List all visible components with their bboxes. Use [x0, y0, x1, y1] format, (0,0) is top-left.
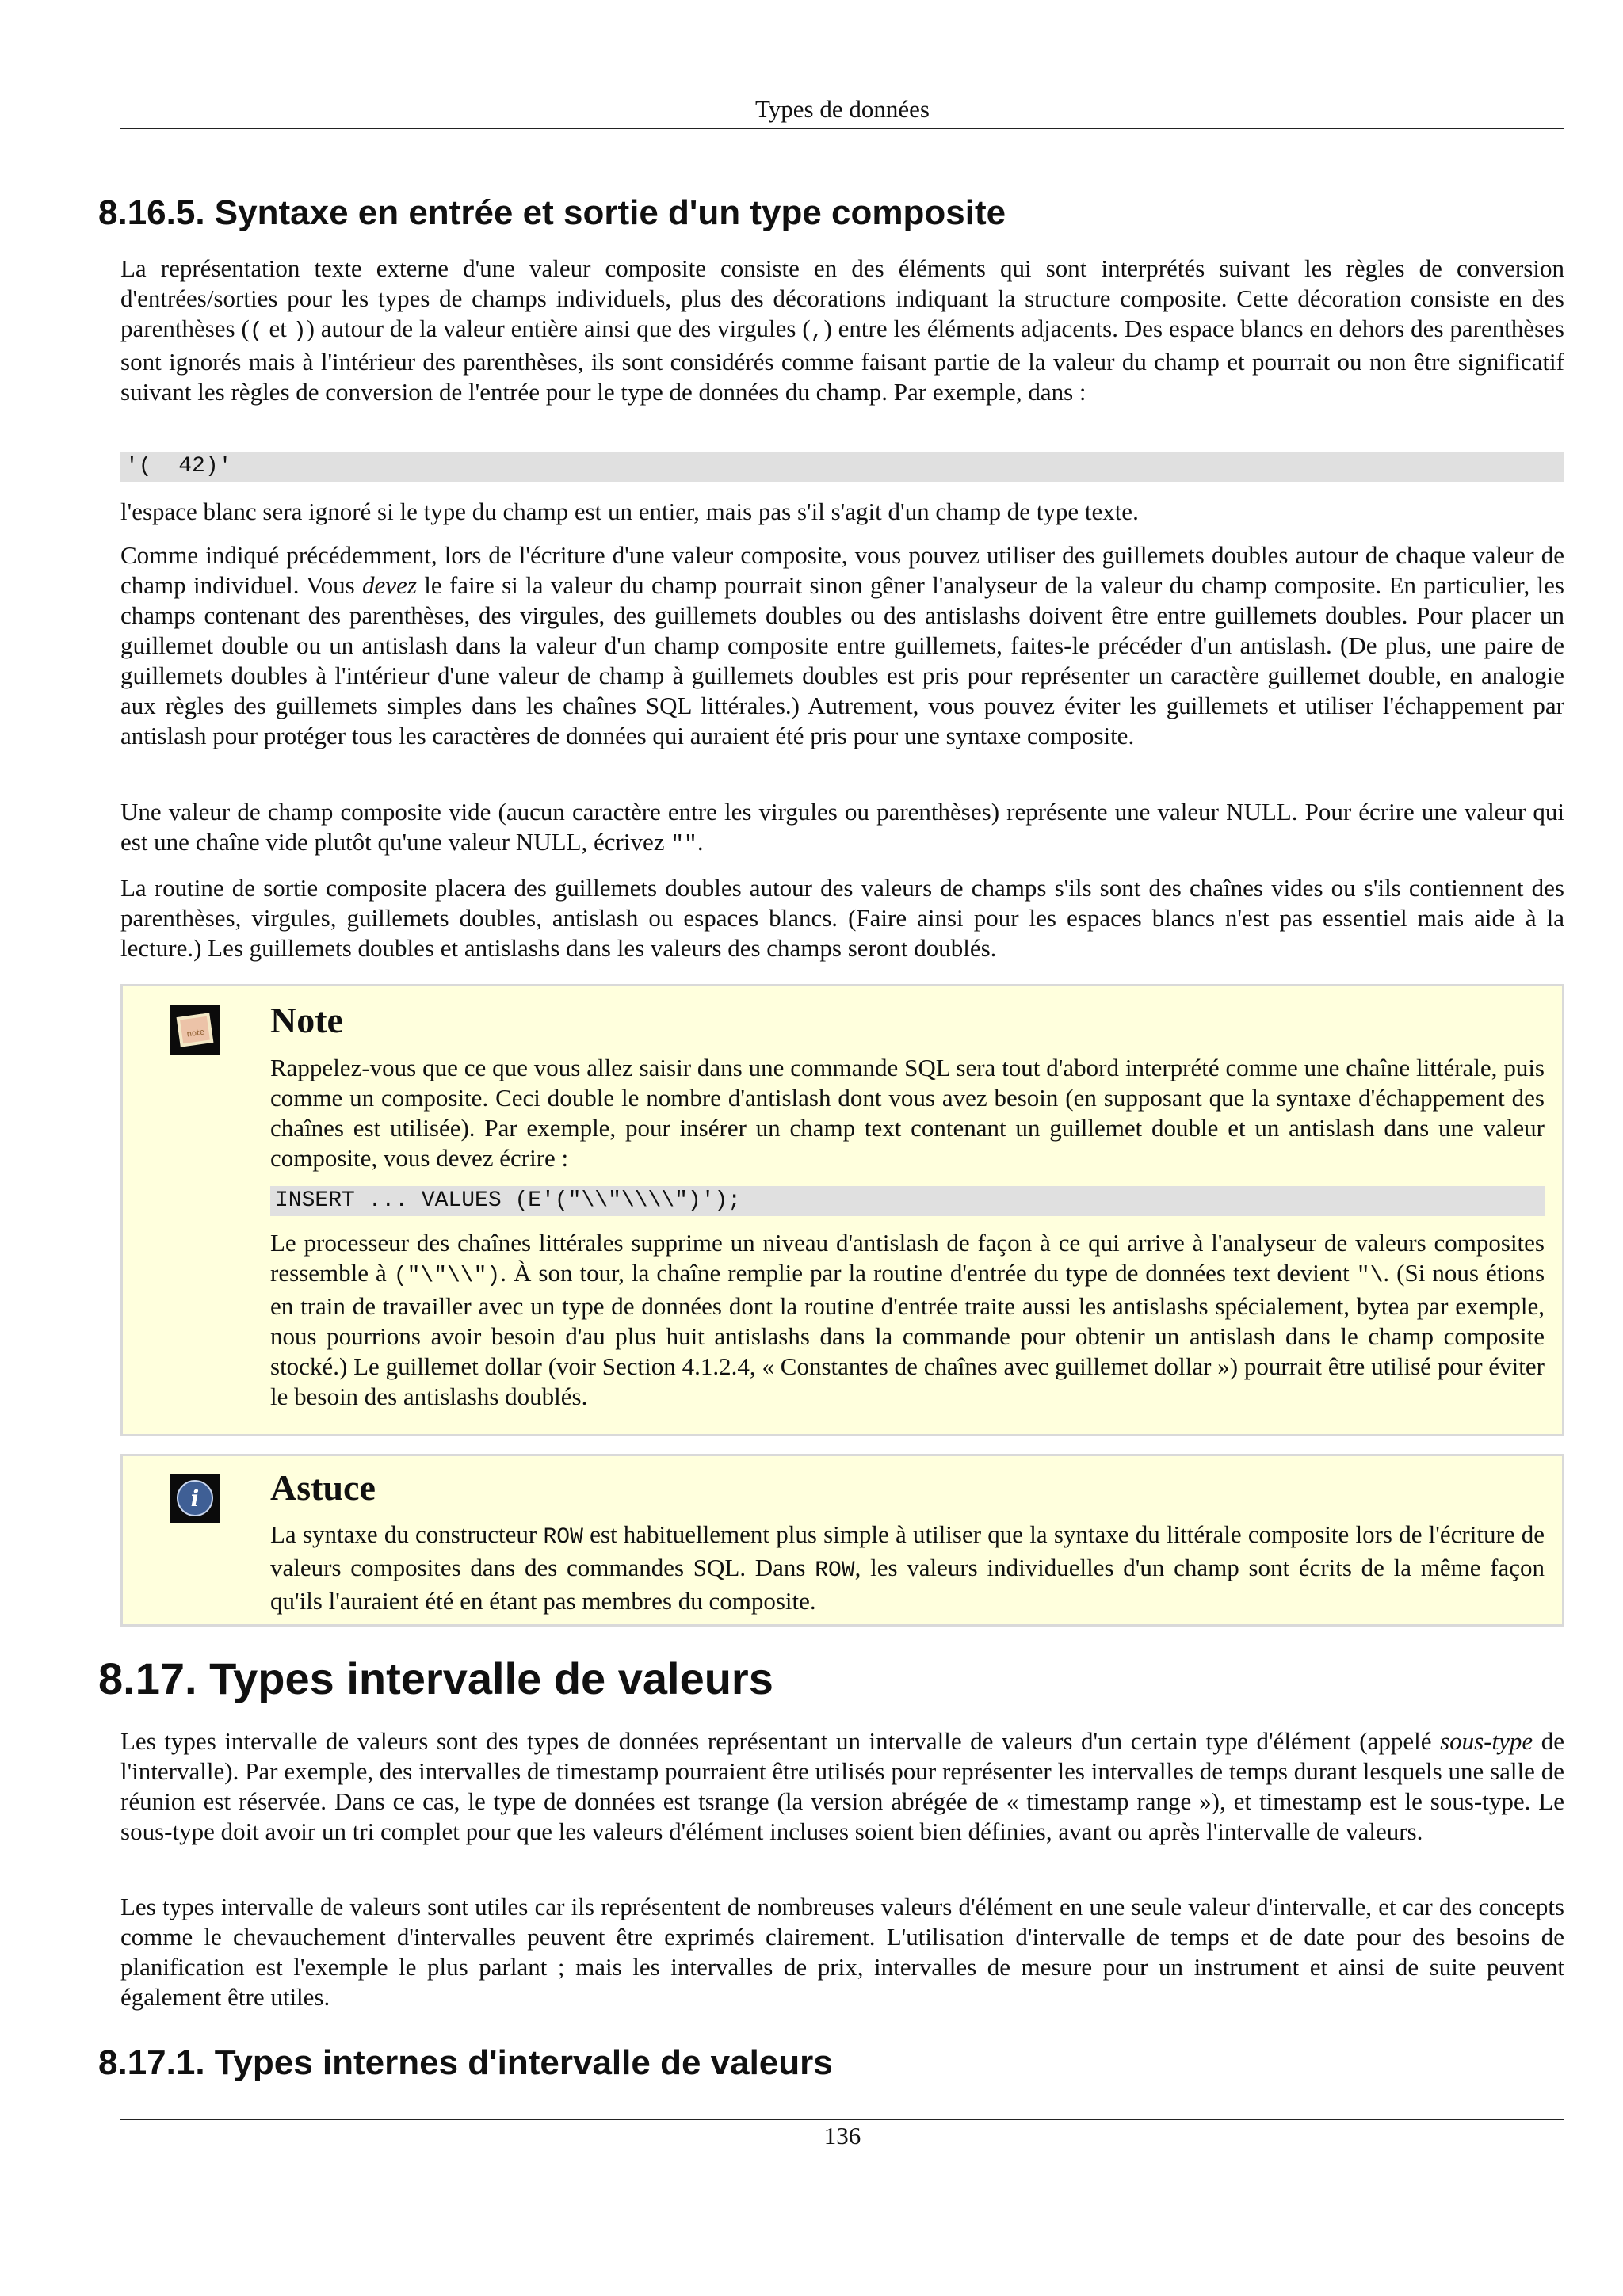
- text: et: [262, 315, 293, 342]
- paragraph-composite-representation: [120, 254, 1564, 407]
- text: . À son tour, la chaîne remplie par la routine d'entrée du type de données text devient: [500, 1259, 1357, 1287]
- paragraph-empty-value: [120, 797, 1564, 860]
- text: le faire si la valeur du champ pourrait sinon gêner l'analyseur de la valeur du champ composite. En particulier, les champs contenant des parenthèses, des virgules, des guillemets doubles ou des antislashs doivent être entre guillemets doubles. Pour placer un guillemet double ou un antislash dans la valeur d'un champ composite entre guillemets, faites-le précéder d'un antislash. (De plus, une paire de guillemets doubles à l'intérieur d'une valeur de champ à guillemets doubles est pris pour représenter un caractère guillemet double, en analogie aux règles des guillemets simples dans les chaînes SQL littérales.) Autrement, vous pouvez éviter les guillemets et utiliser l'échappement par antislash pour protéger tous les caractères de données qui auraient été pris pour une syntaxe composite.: [120, 571, 1564, 749]
- paragraph-whitespace: [120, 497, 1564, 527]
- text: est habituellement plus simple à utiliser que la syntaxe du littérale composite lors de l'écriture de valeurs composites dans des commandes SQL. Dans: [270, 1520, 1545, 1581]
- note-icon: [170, 1005, 220, 1055]
- note-body: [270, 1053, 1545, 1412]
- text: Comme indiqué précédemment, lors de l'écriture d'une valeur composite, vous pouvez utiliser des guillemets doubles autour de chaque valeur de champ individuel. Vous: [120, 541, 1564, 599]
- text: l'espace blanc sera ignoré si le type du champ est un entier, mais pas s'il s'agit d'un champ de type texte.: [120, 498, 1139, 525]
- tip-body: [270, 1520, 1545, 1616]
- emphasis-devez: devez: [362, 571, 417, 599]
- inline-code-comma: ,: [810, 319, 824, 344]
- section-heading-8-16-5: 8.16.5. Syntaxe en entrée et sortie d'un type composite: [98, 193, 1006, 232]
- code-example-42: '( 42)': [120, 452, 1564, 482]
- text: Une valeur de champ composite vide (aucun caractère entre les virgules ou parenthèses) représente une valeur NULL. Pour écrire une valeur qui est une chaîne vide plutôt qu'une valeur NULL, écrivez: [120, 798, 1564, 856]
- text: La syntaxe du constructeur: [270, 1520, 544, 1548]
- tip-box: [120, 1454, 1564, 1627]
- emphasis-sous-type: sous-type: [1440, 1727, 1533, 1755]
- note-paragraph: Rappelez-vous que ce que vous allez saisir dans une commande SQL sera tout d'abord interprété comme une chaîne littérale, puis comme un composite. Ceci double le nombre d'antislash dont vous avez besoin (en supposant que la syntaxe d'échappement des chaînes est utilisée). Par exemple, pour insérer un champ text contenant un guillemet double et un antislash dans une valeur composite, vous devez écrire :: [270, 1054, 1545, 1172]
- tip-title: Astuce: [270, 1467, 376, 1508]
- note-icon-label: note: [185, 1028, 205, 1039]
- text: , les valeurs individuelles d'un champ sont écrits de la même façon qu'ils l'auraient été en étant pas membres du composite.: [270, 1554, 1545, 1615]
- text: Les types intervalle de valeurs sont des types de données représentant un intervalle de valeurs d'un certain type d'élément (appelé: [120, 1727, 1441, 1755]
- paragraph-range-types-intro: [120, 1726, 1564, 1847]
- text: .: [697, 828, 704, 856]
- inline-code-row: ROW: [543, 1525, 583, 1550]
- paragraph-double-quotes: [120, 540, 1564, 751]
- paragraph-range-types-usefulness: [120, 1892, 1564, 2012]
- inline-code-parsed-value: ("\"\\"): [393, 1264, 501, 1288]
- section-heading-8-17: 8.17. Types intervalle de valeurs: [98, 1653, 773, 1703]
- text: ) autour de la valeur entière ainsi que des virgules (: [306, 315, 811, 342]
- note-paragraph-processor: [270, 1228, 1545, 1412]
- note-box: [120, 984, 1564, 1436]
- text: La routine de sortie composite placera des guillemets doubles autour des valeurs de champs s'ils sont des chaînes vides ou s'ils contiennent des parenthèses, virgules, guillemets doubles, antislash ou espaces blancs. (Faire ainsi pour les espaces blancs n'est pas essentiel mais aide à la lecture.) Les guillemets doubles et antislashs dans les valeurs des champs seront doublés.: [120, 874, 1564, 962]
- header-rule: [120, 128, 1564, 129]
- running-header: Types de données: [755, 95, 930, 123]
- page-number: 136: [823, 2122, 861, 2149]
- paragraph-output-routine: [120, 873, 1564, 963]
- tip-paragraph: [270, 1520, 1545, 1616]
- inline-code-empty-string: "": [670, 833, 697, 857]
- inline-code-result: "\: [1356, 1264, 1384, 1288]
- info-icon-glyph: i: [190, 1486, 200, 1512]
- text: ) entre les éléments adjacents. Des espace blancs en dehors des parenthèses sont ignorés mais à l'intérieur des parenthèses, ils sont considérés comme faisant partie de la valeur du champ et pourrait ou non être significatif suivant les règles de conversion de l'entrée pour le type de données du champ. Par exemple, dans :: [120, 315, 1564, 406]
- section-heading-8-17-1: 8.17.1. Types internes d'intervalle de valeurs: [98, 2043, 833, 2082]
- inline-code-row: ROW: [815, 1558, 855, 1583]
- note-title: Note: [270, 1000, 343, 1040]
- text: Les types intervalle de valeurs sont utiles car ils représentent de nombreuses valeurs d'élément en une seule valeur d'intervalle, et car des concepts comme le chevauchement d'intervalles peuvent être exprimés clairement. L'utilisation d'intervalle de temps et de date pour des besoins de planification est l'exemple le plus parlant ; mais les intervalles de prix, intervalles de mesure pour un instrument et ainsi de suite peuvent également être utiles.: [120, 1893, 1564, 2011]
- inline-code-close-paren: ): [292, 319, 307, 344]
- inline-code-open-paren: (: [249, 319, 263, 344]
- text: . (Si nous étions en train de travailler avec un type de données dont la routine d'entrée traite aussi les antislashs spécialement, bytea par exemple, nous pourrions avoir besoin d'au plus huit antislashs dans la commande pour obtenir un antislash dans le champ composite stocké.) Le guillemet dollar (voir Section 4.1.2.4, « Constantes de chaînes avec guillemet dollar ») pourrait être utilisé pour éviter le besoin des antislashs doublés.: [270, 1259, 1545, 1410]
- text: de l'intervalle). Par exemple, des intervalles de timestamp pourraient être utilisés pour représenter les intervalles de temps durant lesquels une salle de réunion est réservée. Dans ce cas, le type de données est tsrange (la version abrégée de « timestamp range »), et timestamp est le sous-type. Le sous-type doit avoir un tri complet pour que les valeurs d'élément incluses soient bien définies, avant ou après l'intervalle de valeurs.: [120, 1727, 1564, 1845]
- text: Le processeur des chaînes littérales supprime un niveau d'antislash de façon à ce qui arrive à l'analyseur de valeurs composites ressemble à: [270, 1229, 1545, 1287]
- text: La représentation texte externe d'une valeur composite consiste en des éléments qui sont interprétés suivant les règles de conversion d'entrées/sorties pour les types de champs individuels, plus des décorations indiquant la structure composite. Cette décoration consiste en des parenthèses (: [120, 254, 1564, 342]
- info-icon: [170, 1474, 220, 1523]
- code-example-insert: INSERT ... VALUES (E'("\\"\\\\")');: [270, 1186, 1545, 1216]
